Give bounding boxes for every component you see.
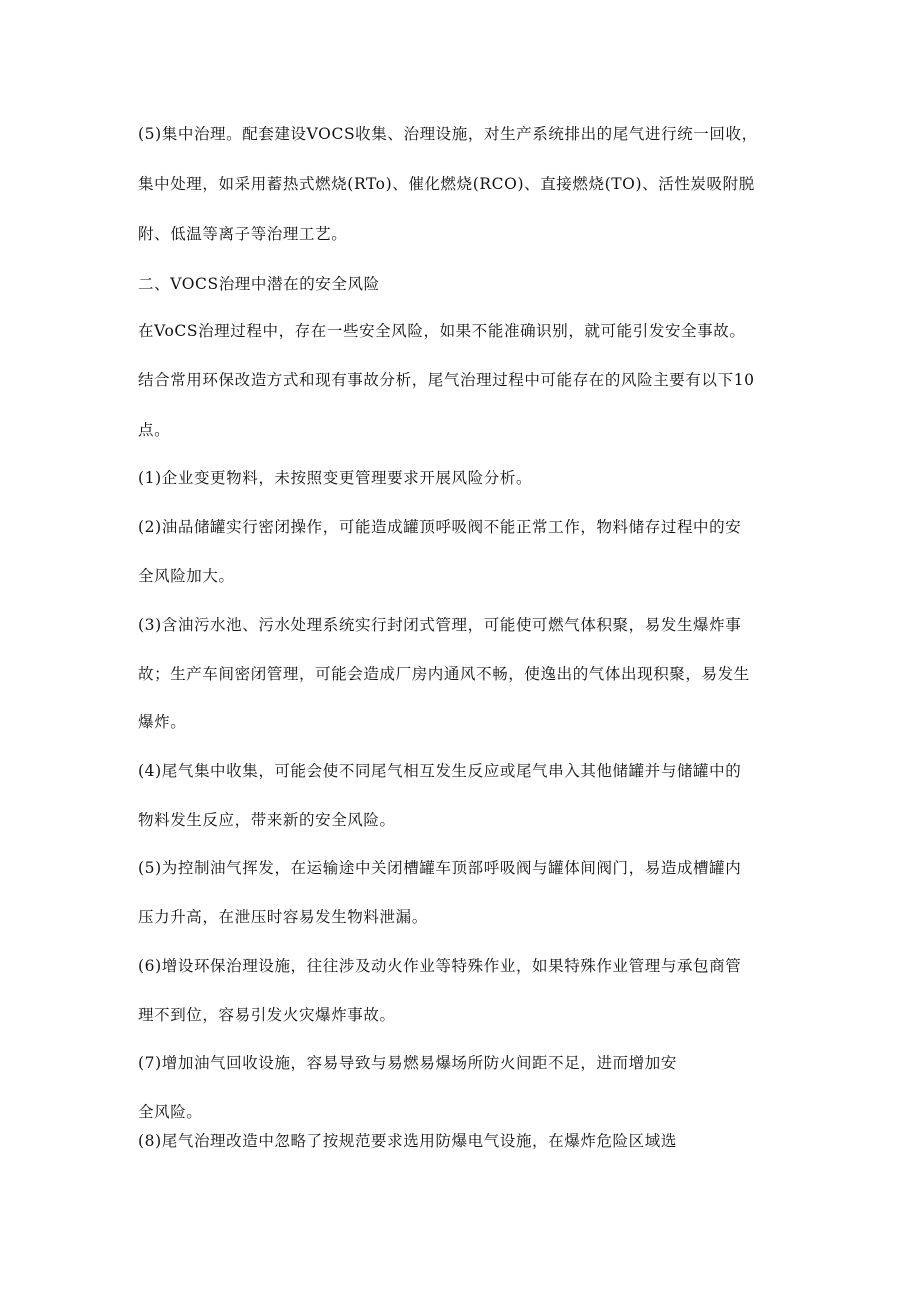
text-line: 全风险。 (138, 1103, 203, 1121)
text-line: (6)增设环保治理设施，往往涉及动火作业等特殊作业，如果特殊作业管理与承包商管 (138, 957, 742, 975)
text-line: (5)为控制油气挥发，在运输途中关闭槽罐车顶部呼吸阀与罐体间阀门，易造成槽罐内 (138, 859, 742, 877)
section-heading: 二、VOCS治理中潜在的安全风险 (138, 275, 380, 293)
text-line: (8)尾气治理改造中忽略了按规范要求选用防爆电气设施，在爆炸危险区域选 (138, 1132, 677, 1150)
text-line: 在VoCS治理过程中，存在一些安全风险，如果不能准确识别，就可能引发安全事故。 (138, 322, 746, 340)
text-line: 物料发生反应，带来新的安全风险。 (138, 811, 396, 829)
text-line: 结合常用环保改造方式和现有事故分析，尾气治理过程中可能存在的风险主要有以下10 (138, 371, 755, 389)
text-line: (1)企业变更物料，未按照变更管理要求开展风险分析。 (138, 469, 533, 487)
text-line: (7)增加油气回收设施，容易导致与易燃易爆场所防火间距不足，进而增加安 (138, 1054, 677, 1072)
text-line: (2)油品储罐实行密闭操作，可能造成罐顶呼吸阀不能正常工作，物料储存过程中的安 (138, 518, 742, 536)
text-line: (5)集中治理。配套建设VOCS收集、治理设施，对生产系统排出的尾气进行统一回收， (138, 125, 758, 143)
text-line: 附、低温等离子等治理工艺。 (138, 225, 348, 243)
text-line: 点。 (138, 421, 171, 439)
text-line: 理不到位，容易引发火灾爆炸事故。 (138, 1006, 396, 1024)
text-line: (4)尾气集中收集，可能会使不同尾气相互发生反应或尾气串入其他储罐并与储罐中的 (138, 762, 742, 780)
text-line: 集中处理，如采用蓄热式燃烧(RTo)、催化燃烧(RCO)、直接燃烧(TO)、活性炭吸附脱 (138, 175, 755, 193)
text-line: 全风险加大。 (138, 567, 235, 585)
text-line: (3)含油污水池、污水处理系统实行封闭式管理，可能使可燃气体积聚，易发生爆炸事 (138, 616, 742, 634)
text-line: 爆炸。 (138, 713, 187, 731)
text-line: 故；生产车间密闭管理，可能会造成厂房内通风不畅，使逸出的气体出现积聚，易发生 (138, 665, 750, 683)
text-line: 压力升高，在泄压时容易发生物料泄漏。 (138, 908, 428, 926)
